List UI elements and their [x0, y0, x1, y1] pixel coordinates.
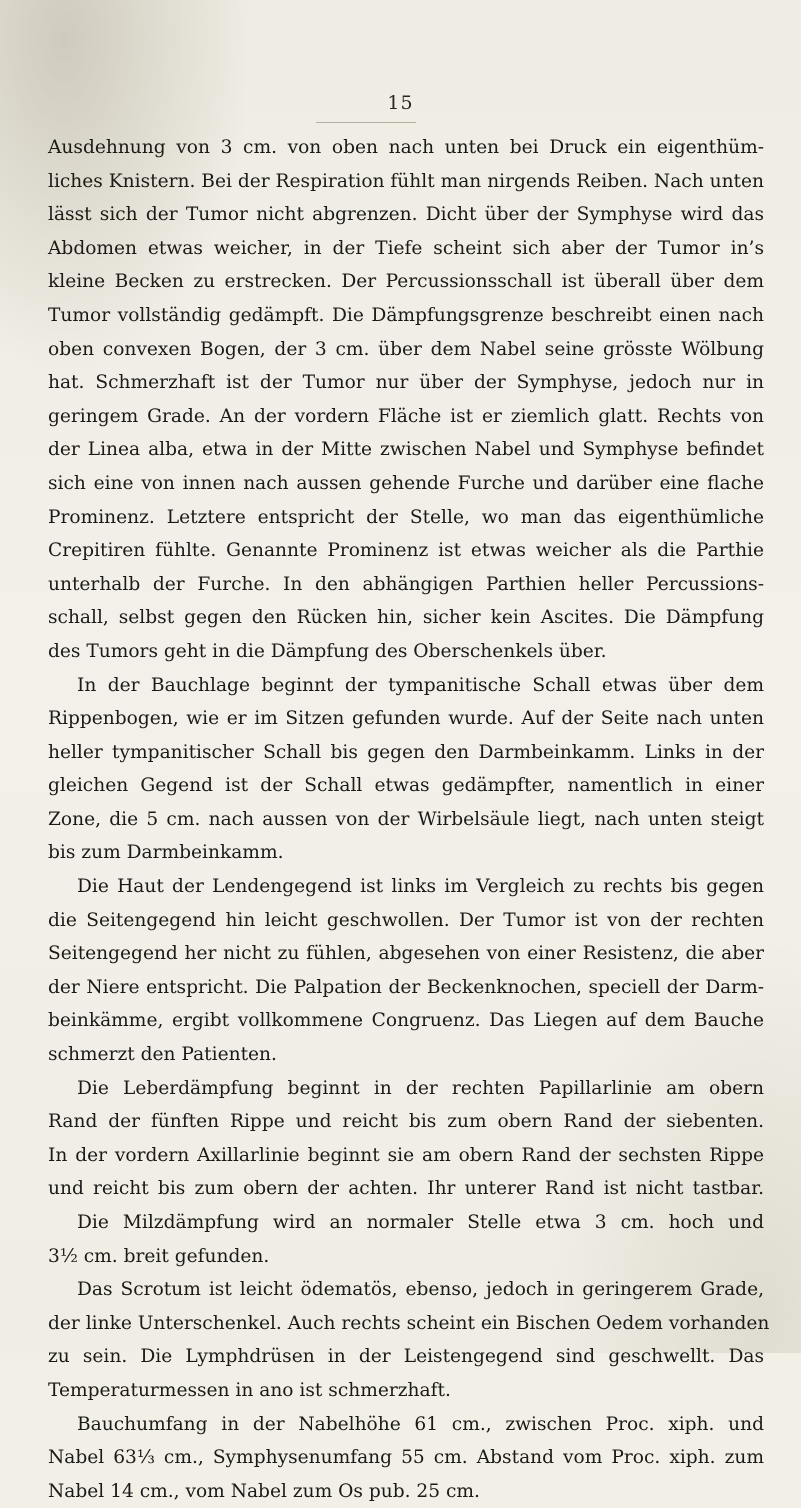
text-line: Nabel 63⅓ cm., Symphysenumfang 55 cm. Abstand vom Proc. xiph. zum [48, 1447, 764, 1469]
text-line: des Tumors geht in die Dämpfung des Oberschenkels über. [48, 640, 607, 662]
text-line: Tumor vollständig gedämpft. Die Dämpfungsgrenze beschreibt einen nach [48, 304, 764, 326]
text-line: kleine Becken zu erstrecken. Der Percussionsschall ist überall über dem [48, 271, 764, 293]
text-line: 3½ cm. breit gefunden. [48, 1245, 270, 1267]
text-line: gleichen Gegend ist der Schall etwas gedämpfter, namentlich in einer [48, 775, 764, 797]
text-line: der linke Unterschenkel. Auch rechts scheint ein Bischen Oedem vorhanden [48, 1312, 770, 1334]
text-line: Crepitiren fühlte. Genannte Prominenz ist etwas weicher als die Parthie [48, 540, 764, 562]
text-line: der Niere entspricht. Die Palpation der Beckenknochen, speciell der Darm- [48, 976, 764, 998]
text-line: liches Knistern. Bei der Respiration fühlt man nirgends Reiben. Nach unten [48, 170, 764, 192]
text-line: oben convexen Bogen, der 3 cm. über dem Nabel seine grösste Wölbung [48, 338, 764, 360]
text-line: schmerzt den Patienten. [48, 1044, 277, 1066]
page-number: 15 [387, 92, 414, 114]
text-line: geringem Grade. An der vordern Fläche ist er ziemlich glatt. Rechts von [48, 405, 764, 427]
text-line: In der Bauchlage beginnt der tympanitische Schall etwas über dem [77, 674, 764, 696]
text-line: die Seitengegend hin leicht geschwollen. Der Tumor ist von der rechten [48, 909, 764, 931]
text-line: Prominenz. Letztere entspricht der Stelle, wo man das eigenthümliche [48, 506, 764, 528]
text-line: Ausdehnung von 3 cm. von oben nach unten bei Druck ein eigenthüm- [48, 137, 764, 158]
text-line: Rand der fünften Rippe und reicht bis zum obern Rand der siebenten. [48, 1111, 764, 1133]
text-line: der Linea alba, etwa in der Mitte zwischen Nabel und Symphyse befindet [48, 439, 764, 461]
text-line: schall, selbst gegen den Rücken hin, sicher kein Ascites. Die Dämpfung [48, 607, 764, 629]
text-line: sich eine von innen nach aussen gehende Furche und darüber eine flache [48, 472, 764, 494]
text-line: bis zum Darmbeinkamm. [48, 842, 284, 864]
text-line: und reicht bis zum obern der achten. Ihr unterer Rand ist nicht tastbar. [48, 1178, 764, 1200]
body-text [48, 131, 770, 1508]
text-line: Bauchumfang in der Nabelhöhe 61 cm., zwischen Proc. xiph. und [77, 1413, 764, 1435]
text-line: heller tympanitischer Schall bis gegen den Darmbeinkamm. Links in der [48, 741, 764, 763]
text-line: zu sein. Die Lymphdrüsen in der Leistengegend sind geschwellt. Das [48, 1346, 764, 1368]
text-line: lässt sich der Tumor nicht abgrenzen. Dicht über der Symphyse wird das [48, 204, 764, 226]
text-line: Rippenbogen, wie er im Sitzen gefunden wurde. Auf der Seite nach unten [48, 708, 764, 730]
text-line: Das Scrotum ist leicht ödematös, ebenso, jedoch in geringerem Grade, [77, 1279, 764, 1301]
text-line: In der vordern Axillarlinie beginnt sie am obern Rand der sechsten Rippe [48, 1144, 764, 1166]
text-line: unterhalb der Furche. In den abhängigen Parthien heller Percussions- [48, 573, 764, 595]
text-line: Zone, die 5 cm. nach aussen von der Wirbelsäule liegt, nach unten steigt [48, 808, 764, 830]
text-line: hat. Schmerzhaft ist der Tumor nur über der Symphyse, jedoch nur in [48, 372, 764, 394]
text-line: Die Milzdämpfung wird an normaler Stelle etwa 3 cm. hoch und [77, 1212, 764, 1233]
text-line: Abdomen etwas weicher, in der Tiefe scheint sich aber der Tumor in’s [48, 237, 764, 259]
text-line: beinkämme, ergibt vollkommene Congruenz. Das Liegen auf dem Bauche [48, 1010, 764, 1032]
text-line: Die Leberdämpfung beginnt in der rechten Papillarlinie am obern [77, 1077, 764, 1099]
page-number-rule [316, 122, 416, 123]
text-line: Seitengegend her nicht zu fühlen, abgesehen von einer Resistenz, die aber [48, 943, 764, 965]
text-line: Die Haut der Lendengegend ist links im Vergleich zu rechts bis gegen [77, 876, 764, 898]
text-line: Nabel 14 cm., vom Nabel zum Os pub. 25 cm. [48, 1480, 480, 1502]
text-line: Temperaturmessen in ano ist schmerzhaft. [48, 1379, 451, 1401]
